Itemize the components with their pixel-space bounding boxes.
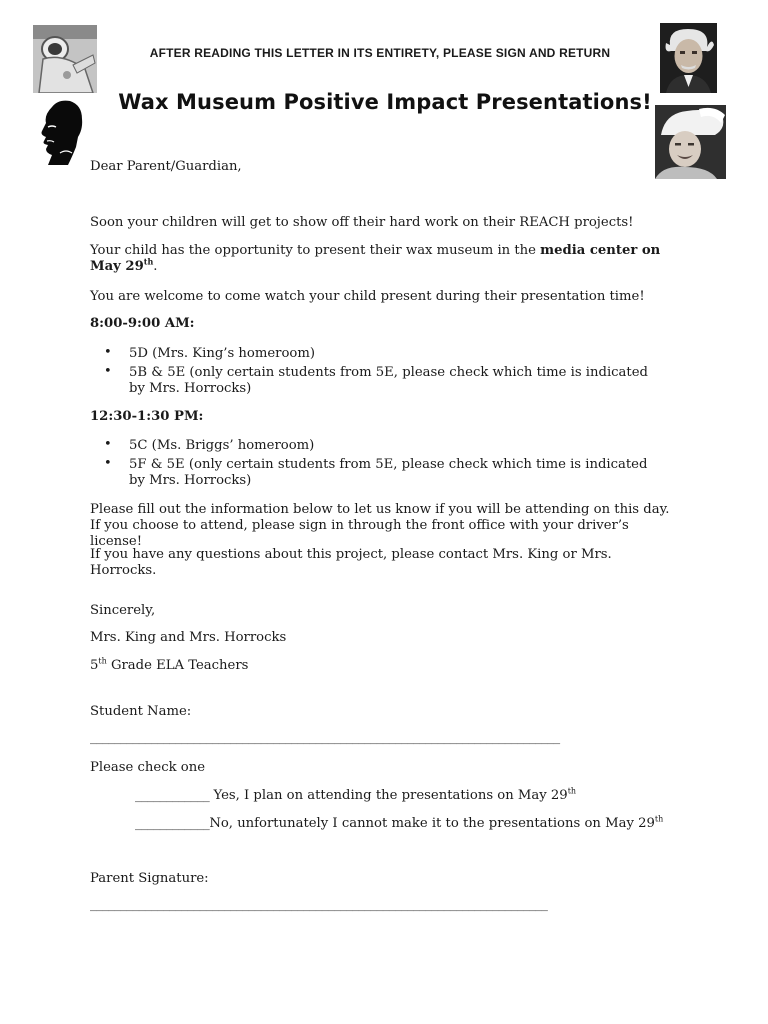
paragraph-fill-out: Please fill out the information below to let us know if you will be attending on this day. If you choose to attend, please sign in through the front office with your driver’s license! <box>90 502 670 549</box>
session-2-time: 12:30-1:30 PM: <box>90 409 204 424</box>
return-notice: AFTER READING THIS LETTER IN ITS ENTIRETY, PLEASE SIGN AND RETURN <box>149 46 611 60</box>
paragraph-reach: Soon your children will get to show off their hard work on their REACH projects! <box>90 215 634 230</box>
profile-silhouette-icon <box>38 97 86 165</box>
bullet-dot: • <box>104 437 112 452</box>
session-2-item-1: 5C (Ms. Briggs’ homeroom) <box>129 438 315 453</box>
session-1-item-2: 5B & 5E (only certain students from 5E, please check which time is indicated by Mrs. Horrocks) <box>129 365 648 396</box>
session-1-time: 8:00-9:00 AM: <box>90 316 195 331</box>
bullet-dot: • <box>104 456 112 471</box>
bullet-dot: • <box>104 364 112 379</box>
mlk-silhouette <box>38 97 86 165</box>
role-text: Grade ELA Teachers <box>106 658 249 673</box>
greeting: Dear Parent/Guardian, <box>90 159 242 174</box>
media-center-text: Your child has the opportunity to present their wax museum in the <box>90 243 541 258</box>
yes-checkbox-blank[interactable]: ____________ <box>135 788 210 803</box>
paragraph-questions: If you have any questions about this project, please contact Mrs. King or Mrs. Horrocks. <box>90 547 612 578</box>
parent-signature-label: Parent Signature: <box>90 871 209 886</box>
session-1-item-1: 5D (Mrs. King’s homeroom) <box>129 346 315 361</box>
signers: Mrs. King and Mrs. Horrocks <box>90 630 287 645</box>
check-one-label: Please check one <box>90 760 206 775</box>
einstein-icon <box>660 23 717 93</box>
grade-number: 5 <box>90 658 99 673</box>
signer-role <box>90 658 670 674</box>
period: . <box>153 259 158 274</box>
page-title: Wax Museum Positive Impact Presentations! <box>118 90 652 114</box>
student-name-label: Student Name: <box>90 704 192 719</box>
closing: Sincerely, <box>90 603 156 618</box>
option-yes <box>135 788 695 804</box>
no-checkbox-blank[interactable]: ____________ <box>135 816 210 831</box>
astronaut-icon <box>33 25 97 93</box>
student-name-field[interactable]: _____________________________________________________________________________ <box>90 730 560 745</box>
media-center-date-text: media center on May 29 <box>90 243 661 274</box>
grade-suffix: th <box>98 656 107 666</box>
astronaut-photo <box>33 25 97 93</box>
option-no <box>135 816 695 832</box>
session-2-item-2: 5F & 5E (only certain students from 5E, please check which time is indicated by Mrs. Horrocks) <box>129 457 648 488</box>
no-option-text: No, unfortunately I cannot make it to the presentations on May 29 <box>209 816 655 831</box>
no-date-suffix: th <box>654 814 664 824</box>
yes-option-text: Yes, I plan on attending the presentations on May 29 <box>209 788 568 803</box>
date-suffix: th <box>143 256 154 267</box>
bullet-dot: • <box>104 345 112 360</box>
paragraph-welcome: You are welcome to come watch your child present during their presentation time! <box>90 289 645 304</box>
einstein-photo <box>660 23 717 93</box>
yes-date-suffix: th <box>567 786 577 796</box>
paragraph-media-center <box>90 243 670 275</box>
parent-signature-field[interactable]: ___________________________________________________________________________ <box>90 897 548 912</box>
